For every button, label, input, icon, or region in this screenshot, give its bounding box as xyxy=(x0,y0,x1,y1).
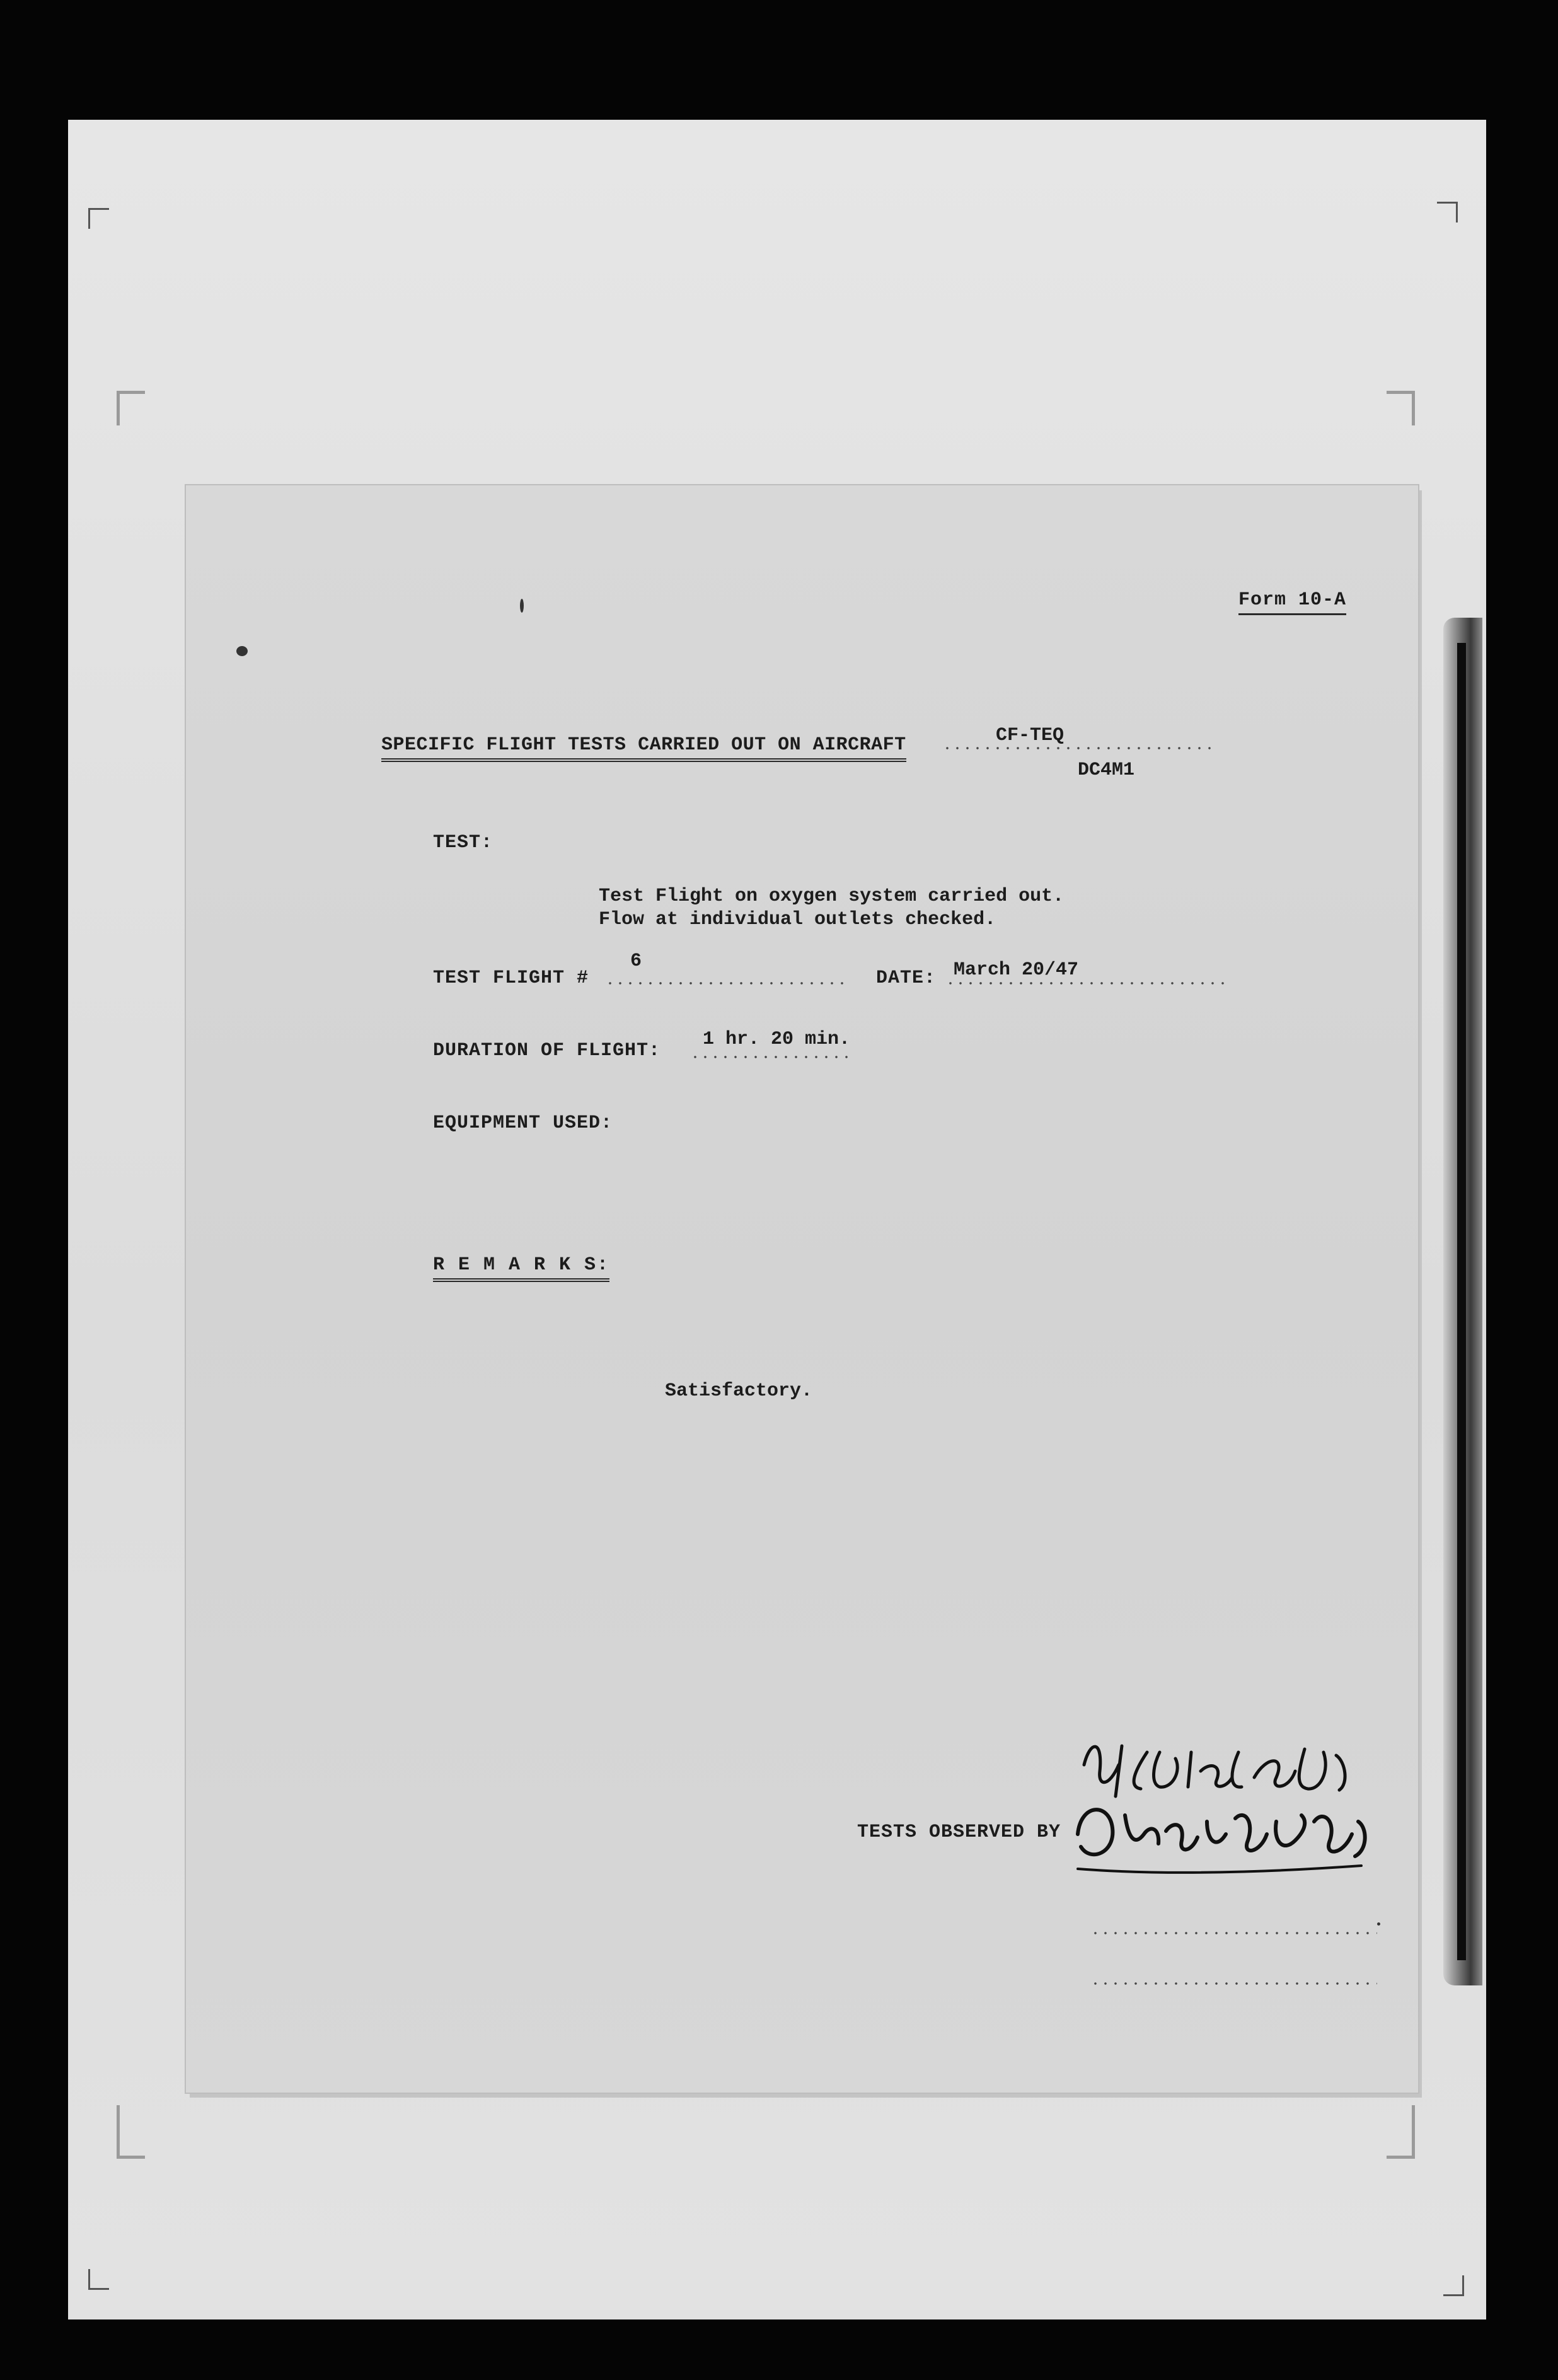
guide-mark-bottom-right xyxy=(1387,2105,1415,2159)
form-number: Form 10-A xyxy=(1238,589,1346,615)
remarks-label: R E M A R K S: xyxy=(433,1254,609,1282)
test-description-line2: Flow at individual outlets checked. xyxy=(599,909,996,930)
scan-speck xyxy=(520,599,524,613)
test-flight-dotted-line xyxy=(605,982,851,985)
crop-mark-top-left xyxy=(88,208,109,229)
test-description-line1: Test Flight on oxygen system carried out. xyxy=(599,886,1065,907)
duration-label: DURATION OF FLIGHT: xyxy=(433,1040,661,1061)
remarks-value: Satisfactory. xyxy=(665,1380,813,1402)
crop-mark-bottom-left xyxy=(88,2269,109,2290)
aircraft-dotted-line xyxy=(942,747,1216,749)
handwritten-signature xyxy=(1065,1727,1393,1891)
observer-dotted-line-1 xyxy=(1090,1932,1377,1934)
test-flight-number: 6 xyxy=(630,950,642,972)
date-value: March 20/47 xyxy=(954,959,1079,981)
crop-mark-bottom-right xyxy=(1443,2275,1464,2296)
observed-by-label: TESTS OBSERVED BY xyxy=(857,1822,1061,1843)
guide-mark-top-right xyxy=(1387,391,1415,425)
guide-mark-bottom-left xyxy=(117,2105,145,2159)
test-flight-label: TEST FLIGHT # xyxy=(433,968,589,989)
duration-dotted-line xyxy=(690,1056,854,1058)
guide-mark-top-left xyxy=(117,391,145,425)
equipment-label: EQUIPMENT USED: xyxy=(433,1112,613,1134)
crop-mark-top-right xyxy=(1437,202,1458,222)
date-label: DATE: xyxy=(876,968,937,989)
scan-speck xyxy=(1377,1922,1380,1926)
aircraft-type: DC4M1 xyxy=(1078,760,1135,781)
binding-edge xyxy=(1443,618,1482,1985)
form-heading: SPECIFIC FLIGHT TESTS CARRIED OUT ON AIRCRAFT xyxy=(381,734,906,762)
test-label: TEST: xyxy=(433,832,493,853)
scan-speck xyxy=(236,646,248,656)
date-dotted-line xyxy=(945,982,1226,985)
observer-dotted-line-2 xyxy=(1090,1982,1377,1985)
form-sheet xyxy=(186,485,1418,2093)
duration-value: 1 hr. 20 min. xyxy=(703,1029,851,1050)
aircraft-registration: CF-TEQ xyxy=(996,725,1065,746)
